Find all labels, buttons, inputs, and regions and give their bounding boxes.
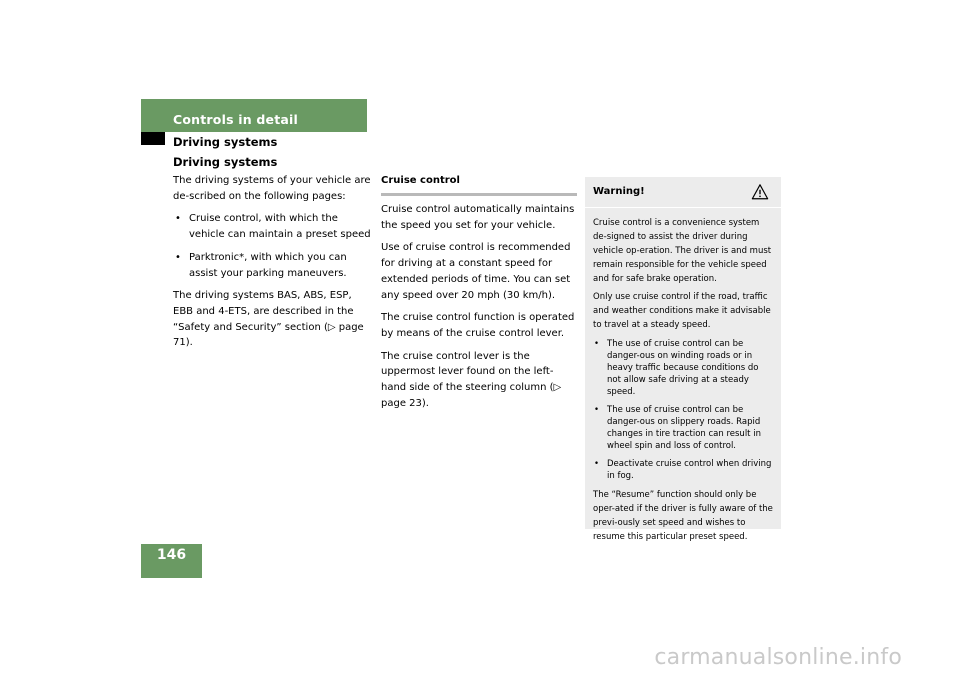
section-marker <box>141 132 165 145</box>
list-item: • Deactivate cruise control when driving in fog. <box>593 458 773 482</box>
left-column <box>173 155 373 358</box>
warning-header <box>585 177 781 208</box>
watermark: carmanualsonline.info <box>654 645 902 670</box>
list-item: • The use of cruise control can be danger-ous on slippery roads. Rapid changes in tire traction can result in wheel spin and loss of control. <box>593 404 773 452</box>
list-item: • The use of cruise control can be danger-ous on winding roads or in heavy traffic because conditions do not allow safe driving at a steady speed. <box>593 338 773 398</box>
systems-list <box>173 211 373 281</box>
page-heading: Driving systems <box>173 155 278 169</box>
body-paragraph: The cruise control function is operated by means of the cruise control lever. <box>381 312 575 339</box>
body-paragraph: The cruise control lever is the uppermost lever found on the left-hand side of the steering column (▷ page 23). <box>381 350 562 409</box>
warning-title: Warning! <box>593 186 645 197</box>
warning-box <box>585 177 781 542</box>
body-paragraph: Use of cruise control is recommended for driving at a constant speed for extended periods of time. You can set any speed over 20 mph (30 km/h). <box>381 242 571 301</box>
intro-paragraph: The driving systems of your vehicle are de-scribed on the following pages: <box>173 175 371 202</box>
warning-list <box>593 338 773 482</box>
chapter-title: Controls in detail <box>173 112 299 127</box>
list-item: • Parktronic*, with which you can assist your parking maneuvers. <box>173 250 373 281</box>
warning-paragraph: Only use cruise control if the road, traffic and weather conditions make it advisable to travel at a steady speed. <box>593 292 771 330</box>
body-paragraph: Cruise control automatically maintains the speed you set for your vehicle. <box>381 204 575 231</box>
middle-column <box>381 174 577 418</box>
outro-paragraph: The driving systems BAS, ABS, ESP, EBB and 4-ETS, are described in the “Safety and Security” section (▷ page 71). <box>173 290 364 349</box>
list-item: • Cruise control, with which the vehicle can maintain a preset speed <box>173 211 373 242</box>
page-number: 146 <box>156 547 187 563</box>
warning-paragraph: Cruise control is a convenience system de-signed to assist the driver during vehicle op-eration. The driver is and must remain responsible for the vehicle speed and for safe brake operation. <box>593 218 772 284</box>
cruise-control-heading: Cruise control <box>381 174 577 196</box>
section-subtitle: Driving systems <box>173 135 278 149</box>
warning-triangle-icon <box>751 183 769 201</box>
warning-body <box>585 208 781 544</box>
warning-paragraph: The “Resume” function should only be oper-ated if the driver is fully aware of the previ-ously set speed and wishes to resume this particular preset speed. <box>593 490 773 542</box>
